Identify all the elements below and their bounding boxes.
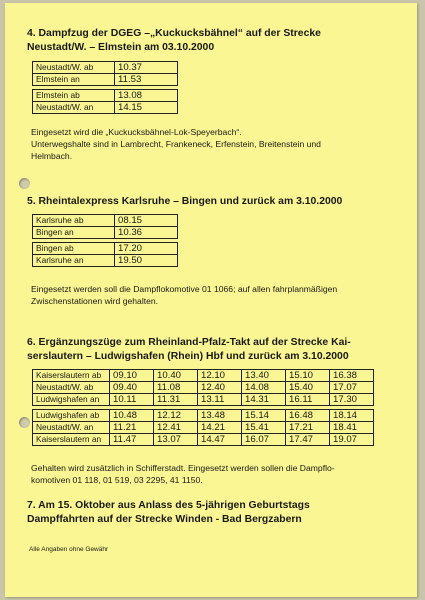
table-row xyxy=(33,243,178,255)
table-row xyxy=(33,227,178,239)
section-6-text-line: Gehalten wird zusätzlich in Schifferstadt. Eingesetzt werden sollen die Dampflo- xyxy=(31,463,335,473)
time-cell: 18.41 xyxy=(330,422,374,434)
station-cell: Karlsruhe an xyxy=(33,255,115,267)
document-page xyxy=(5,3,417,597)
station-cell: Bingen an xyxy=(33,227,115,239)
time-cell: 13.40 xyxy=(242,370,286,382)
time-cell: 16.11 xyxy=(286,394,330,406)
station-cell: Bingen ab xyxy=(33,243,115,255)
table-row xyxy=(33,215,178,227)
table-row xyxy=(33,255,178,267)
section-4-title-line1: 4. Dampfzug der DGEG –„Kuckucksbähnel“ auf der Strecke xyxy=(27,28,321,39)
section-4-text-line: Eingesetzt wird die „Kuckucksbähnel-Lok-Speyerbach“. xyxy=(31,127,242,137)
time-cell: 11.08 xyxy=(154,382,198,394)
time-cell: 13.48 xyxy=(198,410,242,422)
station-cell: Kaiserslautern ab xyxy=(33,370,110,382)
time-cell: 17.07 xyxy=(330,382,374,394)
time-cell: 08.15 xyxy=(115,215,178,227)
station-cell: Elmstein an xyxy=(33,74,115,86)
station-cell: Neustadt/W. ab xyxy=(33,62,115,74)
table-row xyxy=(33,62,178,74)
section-5-timetable xyxy=(32,214,178,267)
station-cell: Neustadt/W. an xyxy=(33,422,110,434)
time-cell: 11.47 xyxy=(110,434,154,446)
time-cell: 15.14 xyxy=(242,410,286,422)
table-row xyxy=(33,410,374,422)
station-cell: Neustadt/W. ab xyxy=(33,382,110,394)
table-row xyxy=(33,394,374,406)
time-cell: 13.07 xyxy=(154,434,198,446)
section-4-timetable xyxy=(32,61,178,114)
disclaimer-note: Alle Angaben ohne Gewähr xyxy=(29,546,109,553)
time-cell: 15.10 xyxy=(286,370,330,382)
section-4-text-line: Helmbach. xyxy=(31,151,73,161)
section-6-title-line1: 6. Ergänzungszüge zum Rheinland-Pfalz-Takt auf der Strecke Kai- xyxy=(27,337,351,348)
section-5-title: 5. Rheintalexpress Karlsruhe – Bingen und zurück am 3.10.2000 xyxy=(27,196,343,207)
time-cell: 12.41 xyxy=(154,422,198,434)
time-cell: 18.14 xyxy=(330,410,374,422)
table-row xyxy=(33,422,374,434)
time-cell: 12.12 xyxy=(154,410,198,422)
time-cell: 11.53 xyxy=(115,74,178,86)
punch-hole xyxy=(19,178,30,189)
section-7-title-line1: 7. Am 15. Oktober aus Anlass des 5-jährigen Geburtstags xyxy=(27,500,310,511)
time-cell: 10.36 xyxy=(115,227,178,239)
time-cell: 12.40 xyxy=(198,382,242,394)
time-cell: 17.21 xyxy=(286,422,330,434)
section-6-text-line: komotiven 01 118, 01 519, 03 2295, 41 1150. xyxy=(31,475,203,485)
time-cell: 17.30 xyxy=(330,394,374,406)
time-cell: 14.21 xyxy=(198,422,242,434)
time-cell: 14.15 xyxy=(115,102,178,114)
section-4-title-line2: Neustadt/W. – Elmstein am 03.10.2000 xyxy=(27,42,215,53)
station-cell: Kaiserslautern an xyxy=(33,434,110,446)
time-cell: 14.31 xyxy=(242,394,286,406)
time-cell: 15.40 xyxy=(286,382,330,394)
time-cell: 17.47 xyxy=(286,434,330,446)
time-cell: 13.08 xyxy=(115,90,178,102)
station-cell: Neustadt/W. an xyxy=(33,102,115,114)
station-cell: Karlsruhe ab xyxy=(33,215,115,227)
time-cell: 16.38 xyxy=(330,370,374,382)
table-row xyxy=(33,74,178,86)
table-row xyxy=(33,382,374,394)
time-cell: 11.21 xyxy=(110,422,154,434)
table-row xyxy=(33,434,374,446)
table-row xyxy=(33,370,374,382)
time-cell: 16.07 xyxy=(242,434,286,446)
station-cell: Elmstein ab xyxy=(33,90,115,102)
time-cell: 09.40 xyxy=(110,382,154,394)
table-row xyxy=(33,102,178,114)
time-cell: 15.41 xyxy=(242,422,286,434)
time-cell: 17.20 xyxy=(115,243,178,255)
section-4-text-line: Unterwegshalte sind in Lambrecht, Frankeneck, Erfenstein, Breitenstein und xyxy=(31,139,321,149)
table-row xyxy=(33,90,178,102)
time-cell: 12.10 xyxy=(198,370,242,382)
section-6-timetable xyxy=(32,369,374,446)
section-7-title-line2: Dampffahrten auf der Strecke Winden - Bad Bergzabern xyxy=(27,514,302,525)
section-5-text-line: Eingesetzt werden soll die Dampflokomotive 01 1066; auf allen fahrplanmäßigen xyxy=(31,284,338,294)
time-cell: 16.48 xyxy=(286,410,330,422)
station-cell: Ludwigshafen ab xyxy=(33,410,110,422)
time-cell: 14.08 xyxy=(242,382,286,394)
time-cell: 13.11 xyxy=(198,394,242,406)
time-cell: 19.50 xyxy=(115,255,178,267)
punch-hole xyxy=(19,417,30,428)
time-cell: 14.47 xyxy=(198,434,242,446)
time-cell: 10.48 xyxy=(110,410,154,422)
time-cell: 19.07 xyxy=(330,434,374,446)
time-cell: 10.37 xyxy=(115,62,178,74)
time-cell: 10.40 xyxy=(154,370,198,382)
station-cell: Ludwigshafen an xyxy=(33,394,110,406)
time-cell: 10.11 xyxy=(110,394,154,406)
time-cell: 09.10 xyxy=(110,370,154,382)
section-6-title-line2: serslautern – Ludwigshafen (Rhein) Hbf und zurück am 3.10.2000 xyxy=(27,351,349,362)
section-5-text-line: Zwischenstationen wird gehalten. xyxy=(31,296,159,306)
time-cell: 11.31 xyxy=(154,394,198,406)
